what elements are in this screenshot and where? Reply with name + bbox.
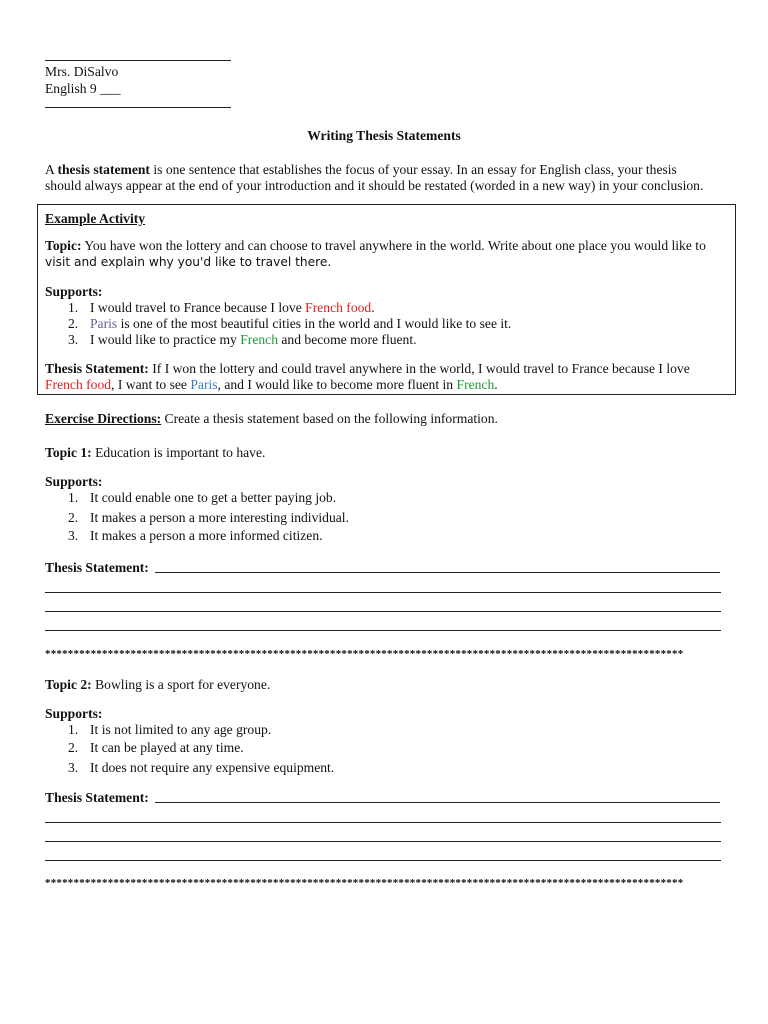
topic-2-answer-line-3[interactable] xyxy=(45,841,721,842)
example-support-1: 1. I would travel to France because I love French food. xyxy=(68,300,375,315)
example-heading: Example Activity xyxy=(45,211,146,226)
separator-1: **************************************************************************************************************** xyxy=(45,648,684,660)
topic-1-supports-label: Supports: xyxy=(45,474,103,489)
topic-2-support-2: 2. It can be played at any time. xyxy=(68,740,244,755)
topic-1-answer-line-4[interactable] xyxy=(45,630,721,631)
example-topic-line-2: visit and explain why you'd like to travel there. xyxy=(45,255,332,269)
topic-2-support-3: 3. It does not require any expensive equipment. xyxy=(68,760,335,775)
teacher-name: Mrs. DiSalvo xyxy=(45,64,119,79)
separator-2: **************************************************************************************************************** xyxy=(45,877,684,889)
topic-1-thesis-label: Thesis Statement: xyxy=(45,560,149,575)
example-supports-label: Supports: xyxy=(45,284,103,299)
example-thesis-line-2: French food, I want to see Paris, and I would like to become more fluent in French. xyxy=(45,377,498,392)
topic-1-support-3: 3. It makes a person a more informed citizen. xyxy=(68,528,323,543)
example-support-2: 2. Paris is one of the most beautiful cities in the world and I would like to see it. xyxy=(68,316,512,331)
intro-line-2: should always appear at the end of your introduction and it should be restated (worded in a new way) in your conclusion. xyxy=(45,178,704,193)
page-title: Writing Thesis Statements xyxy=(307,128,461,143)
topic-1-support-2: 2. It makes a person a more interesting individual. xyxy=(68,510,349,525)
topic-1-answer-line-1[interactable] xyxy=(155,572,720,573)
example-support-3: 3. I would like to practice my French and become more fluent. xyxy=(68,332,417,347)
topic-2-label: Topic 2: xyxy=(45,677,92,692)
name-blank-line xyxy=(45,60,231,61)
example-topic-line-1: Topic: You have won the lottery and can choose to travel anywhere in the world. Write about one place you would like to xyxy=(45,238,706,253)
course-name: English 9 ___ xyxy=(45,81,121,96)
intro-rest: is one sentence that establishes the focus of your essay. In an essay for English class, your thesis xyxy=(149,162,677,177)
topic-2-support-1: 1. It is not limited to any age group. xyxy=(68,722,272,737)
example-thesis-label: Thesis Statement: xyxy=(45,361,149,376)
intro-term: thesis statement xyxy=(57,162,150,177)
topic-2: Topic 2: Bowling is a sport for everyone. xyxy=(45,677,271,692)
topic-2-thesis-label: Thesis Statement: xyxy=(45,790,149,805)
topic-2-answer-line-1[interactable] xyxy=(155,802,720,803)
topic-2-answer-line-4[interactable] xyxy=(45,860,721,861)
date-blank-line xyxy=(45,107,231,108)
directions-label: Exercise Directions: xyxy=(45,411,162,426)
exercise-directions: Exercise Directions: Create a thesis statement based on the following information. xyxy=(45,411,498,426)
topic-1-support-1: 1. It could enable one to get a better paying job. xyxy=(68,490,337,505)
example-thesis-line-1: Thesis Statement: If I won the lottery and could travel anywhere in the world, I would travel to France because I love xyxy=(45,361,690,376)
intro-line-1 xyxy=(45,161,677,178)
example-topic-label: Topic: xyxy=(45,238,82,253)
topic-1: Topic 1: Education is important to have. xyxy=(45,445,266,460)
intro-lead: A xyxy=(45,162,58,177)
topic-1-answer-line-2[interactable] xyxy=(45,592,721,593)
topic-2-supports-label: Supports: xyxy=(45,706,103,721)
topic-1-answer-line-3[interactable] xyxy=(45,611,721,612)
topic-1-label: Topic 1: xyxy=(45,445,92,460)
topic-2-answer-line-2[interactable] xyxy=(45,822,721,823)
